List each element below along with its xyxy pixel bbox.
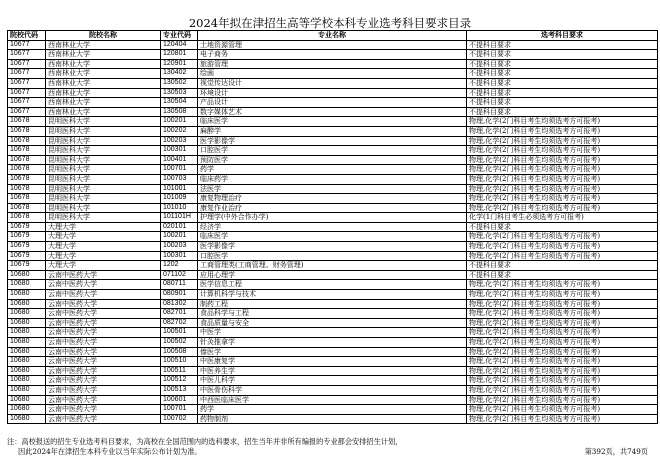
requirement-cell: 不提科目要求 bbox=[467, 261, 658, 271]
requirement-cell: 物理,化学(2门科目考生均须选考方可报考) bbox=[467, 174, 658, 184]
table-row bbox=[8, 88, 658, 98]
requirement-cell: 物理,化学(2门科目考生均须选考方可报考) bbox=[467, 347, 658, 357]
school-code-cell: 10680 bbox=[8, 299, 46, 309]
requirement-cell: 物理,化学(2门科目考生均须选考方可报考) bbox=[467, 414, 658, 424]
school-code-cell: 10678 bbox=[8, 194, 46, 204]
major-name-cell: 中西医临床医学 bbox=[198, 395, 467, 405]
requirement-cell: 物理,化学(2门科目考生均须选考方可报考) bbox=[467, 405, 658, 415]
school-name-cell: 云南中医药大学 bbox=[46, 395, 161, 405]
table-row bbox=[8, 222, 658, 232]
requirement-cell: 物理,化学(2门科目考生均须选考方可报考) bbox=[467, 385, 658, 395]
school-name-cell: 云南中医药大学 bbox=[46, 366, 161, 376]
school-code-cell: 10678 bbox=[8, 126, 46, 136]
major-name-cell: 食品科学与工程 bbox=[198, 309, 467, 319]
school-code-cell: 10680 bbox=[8, 395, 46, 405]
requirement-cell: 物理,化学(2门科目考生均须选考方可报考) bbox=[467, 117, 658, 127]
major-code-cell: 120901 bbox=[161, 59, 198, 69]
school-code-cell: 10680 bbox=[8, 290, 46, 300]
school-code-cell: 10679 bbox=[8, 232, 46, 242]
major-code-cell: 100203 bbox=[161, 242, 198, 252]
table-row bbox=[8, 78, 658, 88]
footnote bbox=[7, 437, 587, 457]
table-row bbox=[8, 309, 658, 319]
school-name-cell: 昆明医科大学 bbox=[46, 146, 161, 156]
table-row bbox=[8, 385, 658, 395]
school-name-cell: 昆明医科大学 bbox=[46, 203, 161, 213]
school-code-cell: 10677 bbox=[8, 59, 46, 69]
school-name-cell: 大理大学 bbox=[46, 232, 161, 242]
school-code-cell: 10678 bbox=[8, 203, 46, 213]
major-code-cell: 100513 bbox=[161, 385, 198, 395]
table-row bbox=[8, 126, 658, 136]
school-name-cell: 昆明医科大学 bbox=[46, 136, 161, 146]
major-name-cell: 医学影像学 bbox=[198, 136, 467, 146]
major-code-cell: 100508 bbox=[161, 347, 198, 357]
school-name-cell: 昆明医科大学 bbox=[46, 155, 161, 165]
major-name-cell: 药学 bbox=[198, 165, 467, 175]
table-row bbox=[8, 299, 658, 309]
table-row bbox=[8, 194, 658, 204]
table-row bbox=[8, 251, 658, 261]
school-name-cell: 云南中医药大学 bbox=[46, 318, 161, 328]
school-code-cell: 10677 bbox=[8, 88, 46, 98]
school-code-cell: 10677 bbox=[8, 69, 46, 79]
requirement-cell: 化学(1门科目考生必须选考方可报考) bbox=[467, 213, 658, 223]
school-code-cell: 10678 bbox=[8, 213, 46, 223]
requirement-cell: 物理,化学(2门科目考生均须选考方可报考) bbox=[467, 338, 658, 348]
major-name-cell: 旅游管理 bbox=[198, 59, 467, 69]
requirement-cell: 物理,化学(2门科目考生均须选考方可报考) bbox=[467, 232, 658, 242]
school-code-cell: 10678 bbox=[8, 174, 46, 184]
requirement-cell: 物理,化学(2门科目考生均须选考方可报考) bbox=[467, 299, 658, 309]
table-row bbox=[8, 107, 658, 117]
major-code-cell: 081302 bbox=[161, 299, 198, 309]
major-name-cell: 临床医学 bbox=[198, 117, 467, 127]
school-code-cell: 10680 bbox=[8, 357, 46, 367]
table-row bbox=[8, 395, 658, 405]
table-row bbox=[8, 261, 658, 271]
school-name-cell: 西南林业大学 bbox=[46, 59, 161, 69]
school-name-cell: 云南中医药大学 bbox=[46, 347, 161, 357]
major-name-cell: 口腔医学 bbox=[198, 146, 467, 156]
school-code-cell: 10677 bbox=[8, 98, 46, 108]
requirement-cell: 物理,化学(2门科目考生均须选考方可报考) bbox=[467, 395, 658, 405]
table-row bbox=[8, 232, 658, 242]
major-code-cell: 100512 bbox=[161, 376, 198, 386]
school-code-cell: 10678 bbox=[8, 184, 46, 194]
major-code-cell: 101010 bbox=[161, 203, 198, 213]
school-name-cell: 云南中医药大学 bbox=[46, 299, 161, 309]
major-code-cell: 100201 bbox=[161, 232, 198, 242]
school-code-cell: 10680 bbox=[8, 366, 46, 376]
requirement-cell: 不提科目要求 bbox=[467, 98, 658, 108]
requirement-cell: 不提科目要求 bbox=[467, 88, 658, 98]
school-name-cell: 大理大学 bbox=[46, 242, 161, 252]
requirement-cell: 物理,化学(2门科目考生均须选考方可报考) bbox=[467, 376, 658, 386]
school-name-cell: 大理大学 bbox=[46, 261, 161, 271]
major-code-cell: 101009 bbox=[161, 194, 198, 204]
table-row bbox=[8, 290, 658, 300]
table-row bbox=[8, 40, 658, 50]
school-code-cell: 10680 bbox=[8, 309, 46, 319]
school-name-cell: 昆明医科大学 bbox=[46, 213, 161, 223]
school-name-cell: 云南中医药大学 bbox=[46, 376, 161, 386]
school-name-cell: 西南林业大学 bbox=[46, 69, 161, 79]
school-name-cell: 云南中医药大学 bbox=[46, 328, 161, 338]
table-row bbox=[8, 338, 658, 348]
table-header-row bbox=[8, 31, 658, 41]
major-name-cell: 经济学 bbox=[198, 222, 467, 232]
major-name-cell: 食品质量与安全 bbox=[198, 318, 467, 328]
requirement-cell: 不提科目要求 bbox=[467, 222, 658, 232]
footnote-line-1: 注：高校报送的招生专业选考科目要求，为高校在全国范围内的选科要求，招生当年并非所有编报的专业都会安排招生计划， bbox=[7, 437, 403, 446]
table-row bbox=[8, 414, 658, 424]
table-row bbox=[8, 328, 658, 338]
major-code-cell: 100701 bbox=[161, 165, 198, 175]
major-name-cell: 土地资源管理 bbox=[198, 40, 467, 50]
school-name-cell: 西南林业大学 bbox=[46, 78, 161, 88]
school-code-cell: 10678 bbox=[8, 136, 46, 146]
major-code-cell: 100501 bbox=[161, 328, 198, 338]
major-name-cell: 中医养生学 bbox=[198, 366, 467, 376]
school-code-cell: 10679 bbox=[8, 261, 46, 271]
requirements-table bbox=[7, 30, 658, 424]
requirement-cell: 不提科目要求 bbox=[467, 78, 658, 88]
table-row bbox=[8, 357, 658, 367]
school-name-cell: 昆明医科大学 bbox=[46, 165, 161, 175]
major-code-cell: 130502 bbox=[161, 78, 198, 88]
table-row bbox=[8, 50, 658, 60]
school-name-cell: 云南中医药大学 bbox=[46, 405, 161, 415]
major-name-cell: 针灸推拿学 bbox=[198, 338, 467, 348]
school-code-cell: 10677 bbox=[8, 107, 46, 117]
school-code-cell: 10678 bbox=[8, 146, 46, 156]
major-name-cell: 口腔医学 bbox=[198, 251, 467, 261]
requirement-cell: 物理,化学(2门科目考生均须选考方可报考) bbox=[467, 328, 658, 338]
major-code-cell: 082702 bbox=[161, 318, 198, 328]
table-row bbox=[8, 366, 658, 376]
table-row bbox=[8, 155, 658, 165]
major-name-cell: 临床药学 bbox=[198, 174, 467, 184]
header-requirement: 选考科目要求 bbox=[467, 31, 658, 41]
school-name-cell: 昆明医科大学 bbox=[46, 126, 161, 136]
major-code-cell: 120801 bbox=[161, 50, 198, 60]
school-name-cell: 云南中医药大学 bbox=[46, 357, 161, 367]
major-name-cell: 傣医学 bbox=[198, 347, 467, 357]
requirement-cell: 物理,化学(2门科目考生均须选考方可报考) bbox=[467, 184, 658, 194]
school-name-cell: 云南中医药大学 bbox=[46, 385, 161, 395]
school-name-cell: 西南林业大学 bbox=[46, 88, 161, 98]
school-code-cell: 10678 bbox=[8, 117, 46, 127]
school-name-cell: 云南中医药大学 bbox=[46, 270, 161, 280]
requirement-cell: 不提科目要求 bbox=[467, 270, 658, 280]
table-row bbox=[8, 280, 658, 290]
requirement-cell: 物理,化学(2门科目考生均须选考方可报考) bbox=[467, 357, 658, 367]
table-row bbox=[8, 184, 658, 194]
school-name-cell: 大理大学 bbox=[46, 222, 161, 232]
major-name-cell: 应用心理学 bbox=[198, 270, 467, 280]
major-code-cell: 100601 bbox=[161, 395, 198, 405]
table-row bbox=[8, 376, 658, 386]
major-code-cell: 020101 bbox=[161, 222, 198, 232]
major-code-cell: 082701 bbox=[161, 309, 198, 319]
major-name-cell: 制药工程 bbox=[198, 299, 467, 309]
school-code-cell: 10680 bbox=[8, 270, 46, 280]
major-code-cell: 071102 bbox=[161, 270, 198, 280]
school-code-cell: 10679 bbox=[8, 222, 46, 232]
major-name-cell: 中医学 bbox=[198, 328, 467, 338]
school-name-cell: 云南中医药大学 bbox=[46, 290, 161, 300]
major-name-cell: 医学影像学 bbox=[198, 242, 467, 252]
school-name-cell: 西南林业大学 bbox=[46, 50, 161, 60]
school-code-cell: 10680 bbox=[8, 280, 46, 290]
major-code-cell: 100702 bbox=[161, 414, 198, 424]
major-name-cell: 护理学(中外合作办学) bbox=[198, 213, 467, 223]
school-name-cell: 西南林业大学 bbox=[46, 40, 161, 50]
requirement-cell: 不提科目要求 bbox=[467, 40, 658, 50]
school-code-cell: 10680 bbox=[8, 376, 46, 386]
major-name-cell: 计算机科学与技术 bbox=[198, 290, 467, 300]
table-row bbox=[8, 405, 658, 415]
school-code-cell: 10680 bbox=[8, 405, 46, 415]
school-name-cell: 云南中医药大学 bbox=[46, 414, 161, 424]
school-name-cell: 云南中医药大学 bbox=[46, 280, 161, 290]
requirement-cell: 物理,化学(2门科目考生均须选考方可报考) bbox=[467, 309, 658, 319]
major-code-cell: 100510 bbox=[161, 357, 198, 367]
requirement-cell: 物理,化学(2门科目考生均须选考方可报考) bbox=[467, 290, 658, 300]
header-major-name: 专业名称 bbox=[198, 31, 467, 41]
school-name-cell: 云南中医药大学 bbox=[46, 309, 161, 319]
major-name-cell: 中医康复学 bbox=[198, 357, 467, 367]
table-row bbox=[8, 59, 658, 69]
school-code-cell: 10679 bbox=[8, 251, 46, 261]
major-code-cell: 100703 bbox=[161, 174, 198, 184]
major-name-cell: 工商管理类(工商管理、财务管理) bbox=[198, 261, 467, 271]
major-code-cell: 130503 bbox=[161, 88, 198, 98]
major-name-cell: 医学信息工程 bbox=[198, 280, 467, 290]
requirement-cell: 物理,化学(2门科目考生均须选考方可报考) bbox=[467, 280, 658, 290]
major-code-cell: 080901 bbox=[161, 290, 198, 300]
major-code-cell: 100202 bbox=[161, 126, 198, 136]
requirement-cell: 物理,化学(2门科目考生均须选考方可报考) bbox=[467, 194, 658, 204]
school-code-cell: 10680 bbox=[8, 338, 46, 348]
header-school-code: 院校代码 bbox=[8, 31, 46, 41]
table-row bbox=[8, 165, 658, 175]
footnote-line-2: 因此2024年在津招生本科专业以当年实际公布计划为准。 bbox=[18, 447, 202, 456]
major-name-cell: 药物制剂 bbox=[198, 414, 467, 424]
table-row bbox=[8, 242, 658, 252]
major-name-cell: 临床医学 bbox=[198, 232, 467, 242]
requirement-cell: 不提科目要求 bbox=[467, 69, 658, 79]
major-name-cell: 麻醉学 bbox=[198, 126, 467, 136]
school-code-cell: 10678 bbox=[8, 165, 46, 175]
school-name-cell: 昆明医科大学 bbox=[46, 174, 161, 184]
major-name-cell: 视觉传达设计 bbox=[198, 78, 467, 88]
page-title: 2024年拟在津招生高等学校本科专业选考科目要求目录 bbox=[188, 16, 472, 30]
school-code-cell: 10680 bbox=[8, 318, 46, 328]
school-name-cell: 昆明医科大学 bbox=[46, 184, 161, 194]
major-name-cell: 药学 bbox=[198, 405, 467, 415]
school-name-cell: 昆明医科大学 bbox=[46, 194, 161, 204]
school-code-cell: 10677 bbox=[8, 40, 46, 50]
table-row bbox=[8, 98, 658, 108]
school-code-cell: 10677 bbox=[8, 50, 46, 60]
school-code-cell: 10680 bbox=[8, 414, 46, 424]
major-name-cell: 预防医学 bbox=[198, 155, 467, 165]
major-name-cell: 康复作业治疗 bbox=[198, 203, 467, 213]
requirement-cell: 不提科目要求 bbox=[467, 50, 658, 60]
major-code-cell: 130508 bbox=[161, 107, 198, 117]
requirement-cell: 物理,化学(2门科目考生均须选考方可报考) bbox=[467, 366, 658, 376]
major-code-cell: 100401 bbox=[161, 155, 198, 165]
major-code-cell: 101001 bbox=[161, 184, 198, 194]
requirement-cell: 物理,化学(2门科目考生均须选考方可报考) bbox=[467, 146, 658, 156]
major-code-cell: 101101H bbox=[161, 213, 198, 223]
major-name-cell: 环境设计 bbox=[198, 88, 467, 98]
school-name-cell: 西南林业大学 bbox=[46, 98, 161, 108]
major-code-cell: 100502 bbox=[161, 338, 198, 348]
major-code-cell: 100203 bbox=[161, 136, 198, 146]
major-code-cell: 100201 bbox=[161, 117, 198, 127]
major-name-cell: 康复物理治疗 bbox=[198, 194, 467, 204]
requirement-cell: 物理,化学(2门科目考生均须选考方可报考) bbox=[467, 242, 658, 252]
major-code-cell: 080711 bbox=[161, 280, 198, 290]
requirement-cell: 物理,化学(2门科目考生均须选考方可报考) bbox=[467, 165, 658, 175]
school-name-cell: 昆明医科大学 bbox=[46, 117, 161, 127]
major-code-cell: 100301 bbox=[161, 146, 198, 156]
table-row bbox=[8, 136, 658, 146]
school-code-cell: 10680 bbox=[8, 385, 46, 395]
major-name-cell: 电子商务 bbox=[198, 50, 467, 60]
school-name-cell: 云南中医药大学 bbox=[46, 338, 161, 348]
major-name-cell: 中医骨伤科学 bbox=[198, 385, 467, 395]
school-code-cell: 10680 bbox=[8, 347, 46, 357]
major-code-cell: 130504 bbox=[161, 98, 198, 108]
table-row bbox=[8, 117, 658, 127]
requirement-cell: 物理,化学(2门科目考生均须选考方可报考) bbox=[467, 251, 658, 261]
table-row bbox=[8, 347, 658, 357]
major-name-cell: 数字媒体艺术 bbox=[198, 107, 467, 117]
major-code-cell: 130402 bbox=[161, 69, 198, 79]
major-name-cell: 法医学 bbox=[198, 184, 467, 194]
major-name-cell: 绘画 bbox=[198, 69, 467, 79]
major-code-cell: 1202 bbox=[161, 261, 198, 271]
requirement-cell: 物理,化学(2门科目考生均须选考方可报考) bbox=[467, 136, 658, 146]
school-code-cell: 10677 bbox=[8, 78, 46, 88]
major-code-cell: 100511 bbox=[161, 366, 198, 376]
table-row bbox=[8, 213, 658, 223]
school-code-cell: 10678 bbox=[8, 155, 46, 165]
requirement-cell: 物理,化学(2门科目考生均须选考方可报考) bbox=[467, 155, 658, 165]
requirement-cell: 不提科目要求 bbox=[467, 59, 658, 69]
school-name-cell: 大理大学 bbox=[46, 251, 161, 261]
table-row bbox=[8, 69, 658, 79]
table-row bbox=[8, 174, 658, 184]
requirement-cell: 物理,化学(2门科目考生均须选考方可报考) bbox=[467, 203, 658, 213]
major-name-cell: 产品设计 bbox=[198, 98, 467, 108]
table-row bbox=[8, 146, 658, 156]
table-row bbox=[8, 203, 658, 213]
header-school-name: 院校名称 bbox=[46, 31, 161, 41]
major-name-cell: 中医儿科学 bbox=[198, 376, 467, 386]
page-number: 第392页，共749页 bbox=[584, 447, 648, 456]
requirement-cell: 物理,化学(2门科目考生均须选考方可报考) bbox=[467, 318, 658, 328]
school-code-cell: 10680 bbox=[8, 328, 46, 338]
header-major-code: 专业代码 bbox=[161, 31, 198, 41]
major-code-cell: 100301 bbox=[161, 251, 198, 261]
school-code-cell: 10679 bbox=[8, 242, 46, 252]
requirement-cell: 物理,化学(2门科目考生均须选考方可报考) bbox=[467, 126, 658, 136]
requirement-cell: 不提科目要求 bbox=[467, 107, 658, 117]
table-row bbox=[8, 270, 658, 280]
major-code-cell: 100701 bbox=[161, 405, 198, 415]
major-code-cell: 120404 bbox=[161, 40, 198, 50]
school-name-cell: 西南林业大学 bbox=[46, 107, 161, 117]
table-row bbox=[8, 318, 658, 328]
